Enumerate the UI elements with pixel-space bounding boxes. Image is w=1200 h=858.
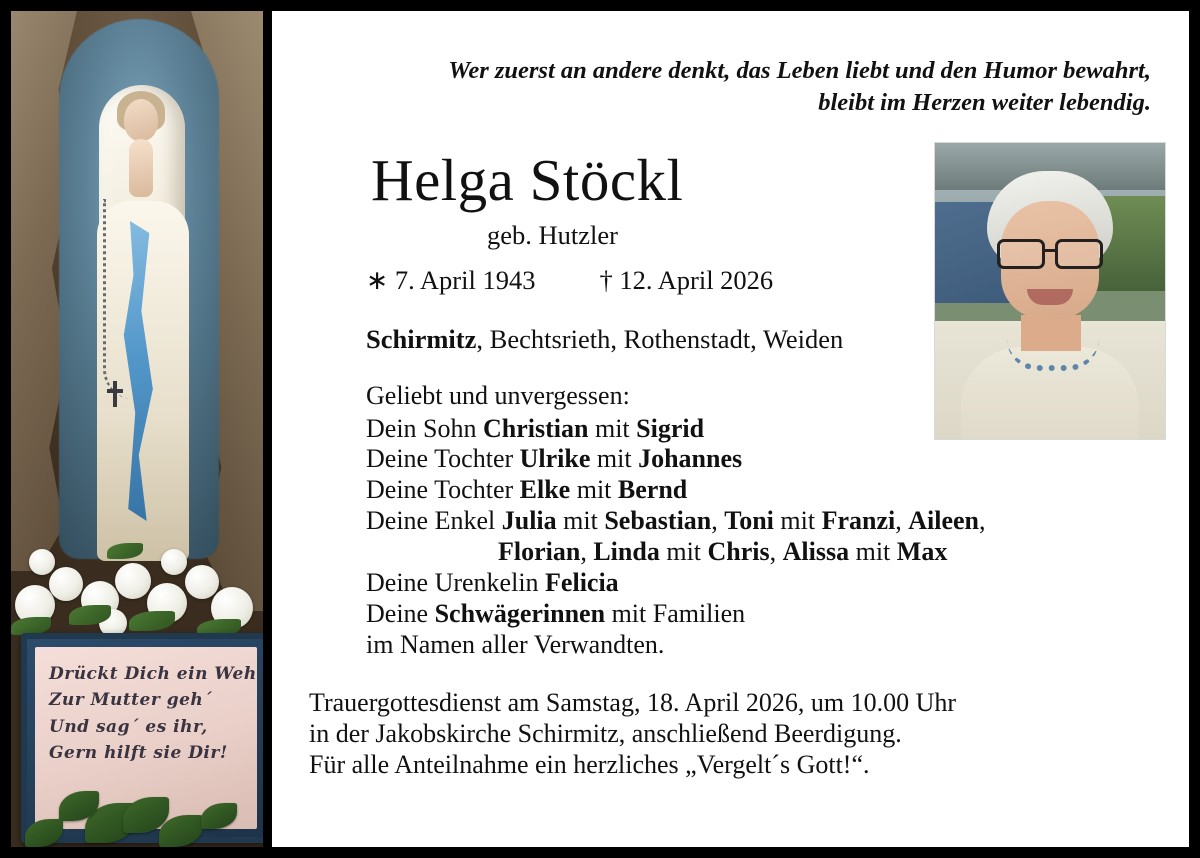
glasses-icon xyxy=(997,239,1103,265)
family-member-name: Schwägerinnen xyxy=(434,599,606,629)
family-member-name: Max xyxy=(896,537,948,567)
family-member-name: Bernd xyxy=(617,475,688,505)
family-lines xyxy=(366,414,1159,662)
funeral-service-block xyxy=(309,687,1159,781)
family-line xyxy=(366,630,1159,661)
plaque-line-3: Und sag´ es ihr, xyxy=(49,716,208,737)
family-text: , xyxy=(978,506,986,536)
family-line xyxy=(366,506,1159,537)
plaque-line-4: Gern hilft sie Dir! xyxy=(49,743,228,764)
rosary-icon xyxy=(103,199,142,399)
family-text: mit xyxy=(849,537,897,567)
family-text: Deine Tochter xyxy=(366,444,520,474)
glasses-bridge xyxy=(1045,249,1057,252)
plaque-line-1: Drückt Dich ein Weh xyxy=(49,664,257,684)
birth-date-group xyxy=(366,265,535,296)
family-lead: Geliebt und unvergessen: xyxy=(366,380,630,410)
family-line xyxy=(366,599,1159,630)
family-member-name: Julia xyxy=(501,506,557,536)
column-divider xyxy=(263,11,272,847)
family-text: mit xyxy=(556,506,605,536)
family-text: mit Familien xyxy=(605,599,746,629)
ivy-foliage xyxy=(11,727,263,847)
family-text: , xyxy=(895,506,909,536)
deceased-name: Helga Stöckl xyxy=(371,146,684,213)
family-member-name: Aileen xyxy=(908,506,979,536)
place-primary: Schirmitz xyxy=(366,323,477,354)
family-member-name: Florian xyxy=(498,537,581,567)
family-member-name: Linda xyxy=(593,537,660,567)
family-line xyxy=(366,444,1159,475)
family-member-name: Toni xyxy=(724,506,774,536)
cross-icon xyxy=(107,381,123,407)
service-line-1: Trauergottesdienst am Samstag, 18. April 2026, um 10.00 Uhr xyxy=(309,688,957,718)
family-line xyxy=(366,568,1159,599)
family-text: mit xyxy=(773,506,822,536)
notice-inner xyxy=(11,11,1189,847)
family-text: mit xyxy=(659,537,708,567)
maiden-name: geb. Hutzler xyxy=(487,219,618,250)
family-text: im Namen aller Verwandten. xyxy=(366,630,665,660)
family-text: Dein Sohn xyxy=(366,413,483,443)
family-member-name: Chris xyxy=(707,537,770,567)
statue-head xyxy=(124,99,158,141)
family-text: mit xyxy=(590,444,639,474)
family-text: mit xyxy=(570,475,618,505)
death-date-group xyxy=(599,265,773,296)
family-member-name: Alissa xyxy=(782,537,850,567)
birth-star-icon: ∗ xyxy=(366,264,389,295)
birth-date: 7. April 1943 xyxy=(394,264,536,295)
portrait-photo xyxy=(935,143,1165,439)
service-line-2: in der Jakobskirche Schirmitz, anschließend Beerdigung. xyxy=(309,719,902,749)
motto-line-1: Wer zuerst an andere denkt, das Leben liebt und den Humor bewahrt, xyxy=(448,57,1151,84)
family-text: , xyxy=(711,506,725,536)
grotto-photo xyxy=(11,11,263,847)
death-date: 12. April 2026 xyxy=(619,264,774,295)
family-text: Deine xyxy=(366,599,435,629)
motto-line-2: bleibt im Herzen weiter lebendig. xyxy=(818,89,1151,117)
family-line xyxy=(366,537,1159,568)
family-member-name: Ulrike xyxy=(519,444,591,474)
notice-text-column xyxy=(263,11,1189,847)
service-line-3: Für alle Anteilnahme ein herzliches „Vergelt´s Gott!“. xyxy=(309,750,870,780)
family-member-name: Sebastian xyxy=(604,506,712,536)
family-text: mit xyxy=(588,413,637,443)
family-member-name: Felicia xyxy=(545,568,619,598)
family-member-name: Franzi xyxy=(821,506,896,536)
family-text: , xyxy=(580,537,594,567)
family-member-name: Elke xyxy=(519,475,571,505)
family-text: Deine Urenkelin xyxy=(366,568,546,598)
family-text: , xyxy=(769,537,783,567)
motto xyxy=(309,55,1151,120)
family-text: Deine Enkel xyxy=(366,506,502,536)
family-member-name: Christian xyxy=(483,413,589,443)
family-line xyxy=(366,475,1159,506)
cross-dagger-icon: † xyxy=(599,264,613,295)
plaque-line-2: Zur Mutter geh´ xyxy=(49,690,213,711)
places-rest: , Bechtsrieth, Rothenstadt, Weiden xyxy=(476,323,844,354)
family-member-name: Sigrid xyxy=(636,413,705,443)
family-member-name: Johannes xyxy=(638,444,743,474)
family-text: Deine Tochter xyxy=(366,475,520,505)
statue-praying-hands xyxy=(129,139,153,197)
